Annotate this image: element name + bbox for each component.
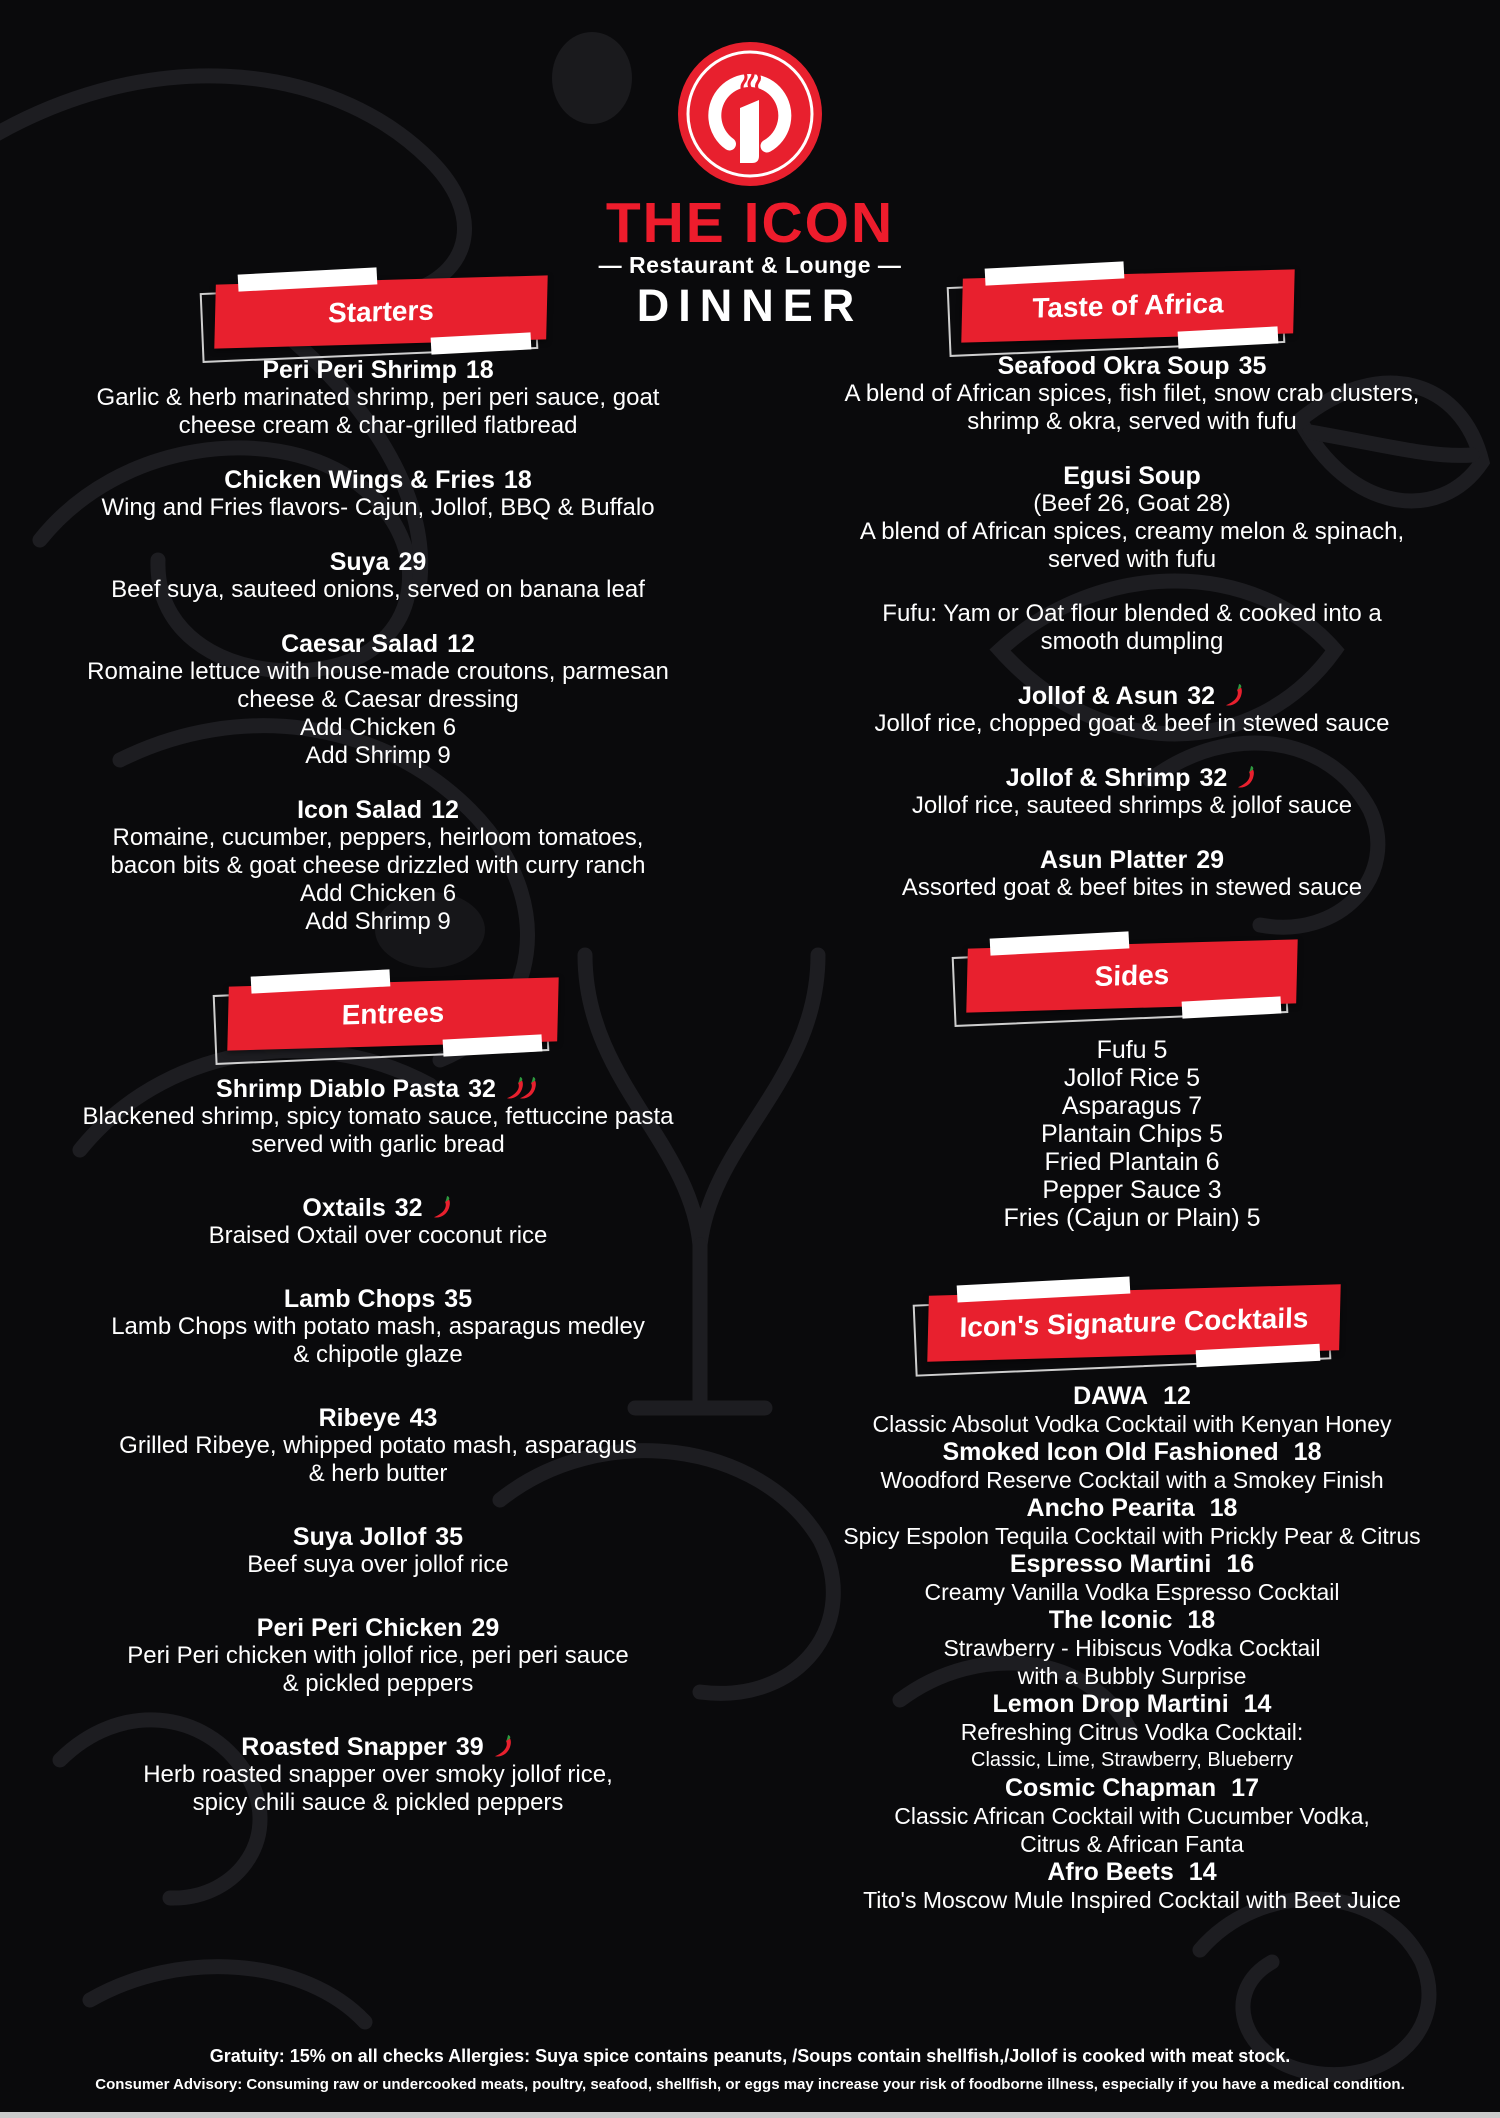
menu-item-desc-line: Citrus & African Fanta: [1020, 1831, 1244, 1857]
menu-item-desc-line: Classic Absolut Vodka Cocktail with Kenyan Honey: [872, 1411, 1392, 1437]
menu-item-desc-line: Asparagus 7: [1061, 1092, 1203, 1120]
menu-item-desc-line: cheese & Caesar dressing: [237, 686, 519, 713]
menu-item-name: Peri Peri Shrimp 18: [262, 356, 494, 384]
menu-item-desc-line: Fries (Cajun or Plain) 5: [1003, 1204, 1261, 1232]
section-title-sides: Sides: [1094, 958, 1170, 993]
menu-item: [28, 796, 728, 936]
menu-item: [28, 356, 728, 440]
menu-item-desc-line: spicy chili sauce & pickled peppers: [192, 1789, 564, 1816]
menu-item: [28, 1075, 728, 1159]
section-banner-taste-of-africa: [962, 274, 1294, 338]
menu-item-desc-line: & chipotle glaze: [293, 1341, 463, 1368]
section-banner-cocktails: [928, 1290, 1340, 1356]
menu-item: [28, 466, 728, 522]
menu-item-price: 29: [398, 548, 427, 576]
menu-item: [782, 600, 1482, 656]
menu-item-price: 12: [447, 630, 475, 658]
menu-item-desc-line: Beef suya, sauteed onions, served on banana leaf: [111, 576, 645, 603]
menu-item: [28, 1194, 728, 1250]
menu-item-price: 39: [455, 1733, 484, 1761]
menu-item-desc-line: Add Chicken 6: [299, 880, 457, 907]
menu-item-name: Egusi Soup: [1063, 462, 1201, 490]
menu-item-name: Chicken Wings & Fries 18: [224, 466, 532, 494]
menu-item-desc-line: Pepper Sauce 3: [1042, 1176, 1222, 1204]
menu-item-desc-line: A blend of African spices, fish filet, snow crab clusters,: [844, 380, 1420, 407]
menu-item-desc-line: Lamb Chops with potato mash, asparagus medley: [111, 1313, 645, 1340]
menu-item-desc-line: Add Shrimp 9: [305, 908, 451, 935]
menu-item: [782, 1494, 1482, 1550]
menu-item: [28, 1733, 728, 1817]
menu-item-desc-line: Romaine, cucumber, peppers, heirloom tomatoes,: [112, 824, 644, 851]
menu-item: [28, 1285, 728, 1369]
menu-item-desc-line: Jollof Rice 5: [1063, 1064, 1201, 1092]
menu-item-desc-line: (Beef 26, Goat 28): [1033, 490, 1231, 517]
menu-item-name: Smoked Icon Old Fashioned 18: [942, 1438, 1322, 1466]
cocktails-items: [782, 1382, 1482, 1914]
menu-item-desc-line: Tito's Moscow Mule Inspired Cocktail with Beet Juice: [863, 1887, 1401, 1913]
menu-item: [782, 462, 1482, 574]
menu-item-name: Jollof & Shrimp 32: [782, 764, 1482, 792]
menu-item-price: 35: [444, 1285, 473, 1313]
menu-item-desc-line: smooth dumpling: [1040, 628, 1224, 655]
menu-item-desc-line: Classic African Cocktail with Cucumber Vodka,: [894, 1803, 1370, 1829]
brand-logo: [672, 36, 828, 192]
menu-item-desc-line: Peri Peri chicken with jollof rice, peri peri sauce: [127, 1642, 629, 1669]
menu-item-desc-line: Strawberry - Hibiscus Vodka Cocktail: [943, 1635, 1321, 1661]
menu-item: [782, 1550, 1482, 1606]
menu-item: [28, 1614, 728, 1698]
brand-subtitle: — Restaurant & Lounge —: [598, 252, 902, 278]
menu-item-price: 29: [471, 1614, 500, 1642]
menu-item-name: Lamb Chops 35: [283, 1285, 473, 1313]
menu-item-desc-line: & herb butter: [308, 1460, 448, 1487]
section-banner-starters: [215, 280, 547, 344]
menu-item-price: 12: [1163, 1382, 1191, 1410]
menu-item-desc-line: Fried Plantain 6: [1044, 1148, 1220, 1176]
menu-item-desc-line: Fufu 5: [1096, 1036, 1168, 1064]
menu-item-desc-line: Grilled Ribeye, whipped potato mash, asparagus: [119, 1432, 637, 1459]
menu-item: [782, 1438, 1482, 1494]
menu-item-price: 14: [1188, 1858, 1217, 1886]
section-banner-sides: [967, 944, 1297, 1008]
menu-item-price: 17: [1231, 1774, 1259, 1802]
section-banner-entrees: [228, 982, 558, 1046]
menu-item-name: DAWA 12: [1073, 1382, 1191, 1410]
menu-item-desc-line: Garlic & herb marinated shrimp, peri peri sauce, goat: [96, 384, 660, 411]
menu-item-desc-line: Romaine lettuce with house-made croutons, parmesan: [87, 658, 669, 685]
menu-item-desc-line: Wing and Fries flavors- Cajun, Jollof, BBQ & Buffalo: [101, 494, 655, 521]
menu-item-desc-line: Beef suya over jollof rice: [247, 1551, 509, 1578]
menu-item-desc-line: served with fufu: [1047, 546, 1217, 573]
menu-item-name: Shrimp Diablo Pasta 32: [28, 1075, 728, 1103]
chili-pepper-icon: [426, 1193, 456, 1223]
menu-item-desc-line: Add Chicken 6: [299, 714, 457, 741]
entrees-items: [28, 1075, 728, 1852]
menu-item-desc-line: bacon bits & goat cheese drizzled with curry ranch: [110, 852, 646, 879]
chili-pepper-icon: [487, 1732, 517, 1762]
taste-of-africa-items: [782, 352, 1482, 902]
menu-item-name: Roasted Snapper 39: [28, 1733, 728, 1761]
section-title-taste-of-africa: Taste of Africa: [1031, 287, 1225, 324]
footer-gratuity-allergies: Gratuity: 15% on all checks Allergies: Suya spice contains peanuts, /Soups contain shellfish,/Jollof is cooked with meat stock.: [209, 2046, 1291, 2066]
menu-item-price: 43: [409, 1404, 438, 1432]
sides-items: [782, 1036, 1482, 1232]
menu-item-name: Icon Salad 12: [297, 796, 459, 824]
starters-items: [28, 356, 728, 936]
menu-title: DINNER: [636, 280, 864, 331]
menu-item-name: Asun Platter 29: [1039, 846, 1225, 874]
menu-item-price: 32: [1199, 764, 1228, 792]
menu-item-name: Caesar Salad 12: [281, 630, 475, 658]
menu-item: [782, 682, 1482, 738]
doodle-blob: [552, 32, 632, 124]
chili-pepper-icon: [1231, 763, 1261, 793]
menu-item-desc-line: cheese cream & char-grilled flatbread: [178, 412, 578, 439]
menu-item-name: The Iconic 18: [1048, 1606, 1216, 1634]
footer-consumer-advisory: Consumer Advisory: Consuming raw or undercooked meats, poultry, seafood, shellfish, or eggs may increase your risk of foodborne illness, especially if you have a medical condition.: [95, 2076, 1405, 2093]
menu-item-price: 35: [1238, 352, 1267, 380]
menu-item-name: Ribeye 43: [318, 1404, 438, 1432]
menu-item-price: 12: [431, 796, 459, 824]
menu-item-name: Lemon Drop Martini 14: [992, 1690, 1272, 1718]
menu-item: [782, 1606, 1482, 1690]
menu-item-price: 18: [1293, 1438, 1322, 1466]
menu-item-name: Peri Peri Chicken 29: [256, 1614, 500, 1642]
menu-item-price: 18: [465, 356, 494, 384]
menu-item-desc-line: Jollof rice, chopped goat & beef in stewed sauce: [874, 710, 1390, 737]
brand-logo-icon: [672, 36, 828, 192]
menu-item-name: Suya 29: [329, 548, 427, 576]
chili-pepper-icon: [1219, 681, 1249, 711]
menu-item-name: Jollof & Asun 32: [782, 682, 1482, 710]
menu-item-price: 32: [1187, 682, 1215, 710]
bottom-edge-strip: [0, 2112, 1500, 2118]
menu-item: [782, 1858, 1482, 1914]
menu-item: [782, 1774, 1482, 1858]
menu-item-desc-line: served with garlic bread: [251, 1131, 505, 1158]
menu-item-desc-line: Blackened shrimp, spicy tomato sauce, fettuccine pasta: [82, 1103, 674, 1130]
menu-item-desc-line: Spicy Espolon Tequila Cocktail with Prickly Pear & Citrus: [843, 1523, 1421, 1549]
menu-item-name: Espresso Martini 16: [1009, 1550, 1255, 1578]
menu-item-price: 16: [1226, 1550, 1255, 1578]
menu-item-name: Suya Jollof 35: [292, 1523, 464, 1551]
menu-item: [782, 1382, 1482, 1438]
menu-item: [782, 1036, 1482, 1232]
menu-item-desc-line: & pickled peppers: [282, 1670, 474, 1697]
menu-item-price: 14: [1243, 1690, 1272, 1718]
menu-item-desc-line: Jollof rice, sauteed shrimps & jollof sauce: [911, 792, 1353, 819]
menu-item-desc-line: Creamy Vanilla Vodka Espresso Cocktail: [924, 1579, 1340, 1605]
brand-title: THE ICON: [605, 191, 895, 255]
menu-item-desc-line: Refreshing Citrus Vodka Cocktail:: [960, 1719, 1304, 1745]
menu-item-desc-line: Plantain Chips 5: [1040, 1120, 1224, 1148]
menu-item-name: Seafood Okra Soup 35: [997, 352, 1267, 380]
menu-item-price: 18: [503, 466, 532, 494]
menu-item: [782, 764, 1482, 820]
menu-item-desc-line: A blend of African spices, creamy melon & spinach,: [859, 518, 1405, 545]
menu-item: [28, 1523, 728, 1579]
menu-item-desc-line: Add Shrimp 9: [305, 742, 451, 769]
menu-item-desc-line: with a Bubbly Surprise: [1017, 1663, 1247, 1689]
menu-item-price: 32: [394, 1194, 423, 1222]
menu-item: [28, 630, 728, 770]
menu-item: [782, 1690, 1482, 1774]
menu-item: [782, 846, 1482, 902]
menu-item-price: 29: [1196, 846, 1225, 874]
menu-item: [28, 1404, 728, 1488]
menu-item: [28, 548, 728, 604]
menu-item-name: Oxtails 32: [28, 1194, 728, 1222]
menu-item-name: Ancho Pearita 18: [1026, 1494, 1238, 1522]
menu-item-desc-line: Assorted goat & beef bites in stewed sauce: [901, 874, 1363, 901]
menu-item-desc-line: shrimp & okra, served with fufu: [967, 408, 1297, 435]
chili-pepper-icon: [513, 1074, 543, 1104]
footer: [0, 2046, 1500, 2093]
menu-item-price: 32: [468, 1075, 496, 1103]
menu-item-price: 18: [1187, 1606, 1216, 1634]
menu-item: [782, 352, 1482, 436]
menu-item-name: Afro Beets 14: [1047, 1858, 1217, 1886]
section-title-entrees: Entrees: [341, 996, 445, 1031]
menu-item-desc-line: Fufu: Yam or Oat flour blended & cooked into a: [882, 600, 1382, 627]
menu-item-desc-line: Braised Oxtail over coconut rice: [208, 1222, 548, 1249]
menu-item-name: Cosmic Chapman 17: [1005, 1774, 1259, 1802]
menu-item-desc-line-small: Classic, Lime, Strawberry, Blueberry: [971, 1749, 1293, 1771]
menu-item-desc-line: Woodford Reserve Cocktail with a Smokey Finish: [880, 1467, 1384, 1493]
section-title-cocktails: Icon's Signature Cocktails: [959, 1302, 1309, 1343]
menu-item-price: 18: [1209, 1494, 1238, 1522]
menu-item-price: 35: [435, 1523, 464, 1551]
menu-item-desc-line: Herb roasted snapper over smoky jollof rice,: [143, 1761, 613, 1788]
section-title-starters: Starters: [327, 294, 435, 329]
